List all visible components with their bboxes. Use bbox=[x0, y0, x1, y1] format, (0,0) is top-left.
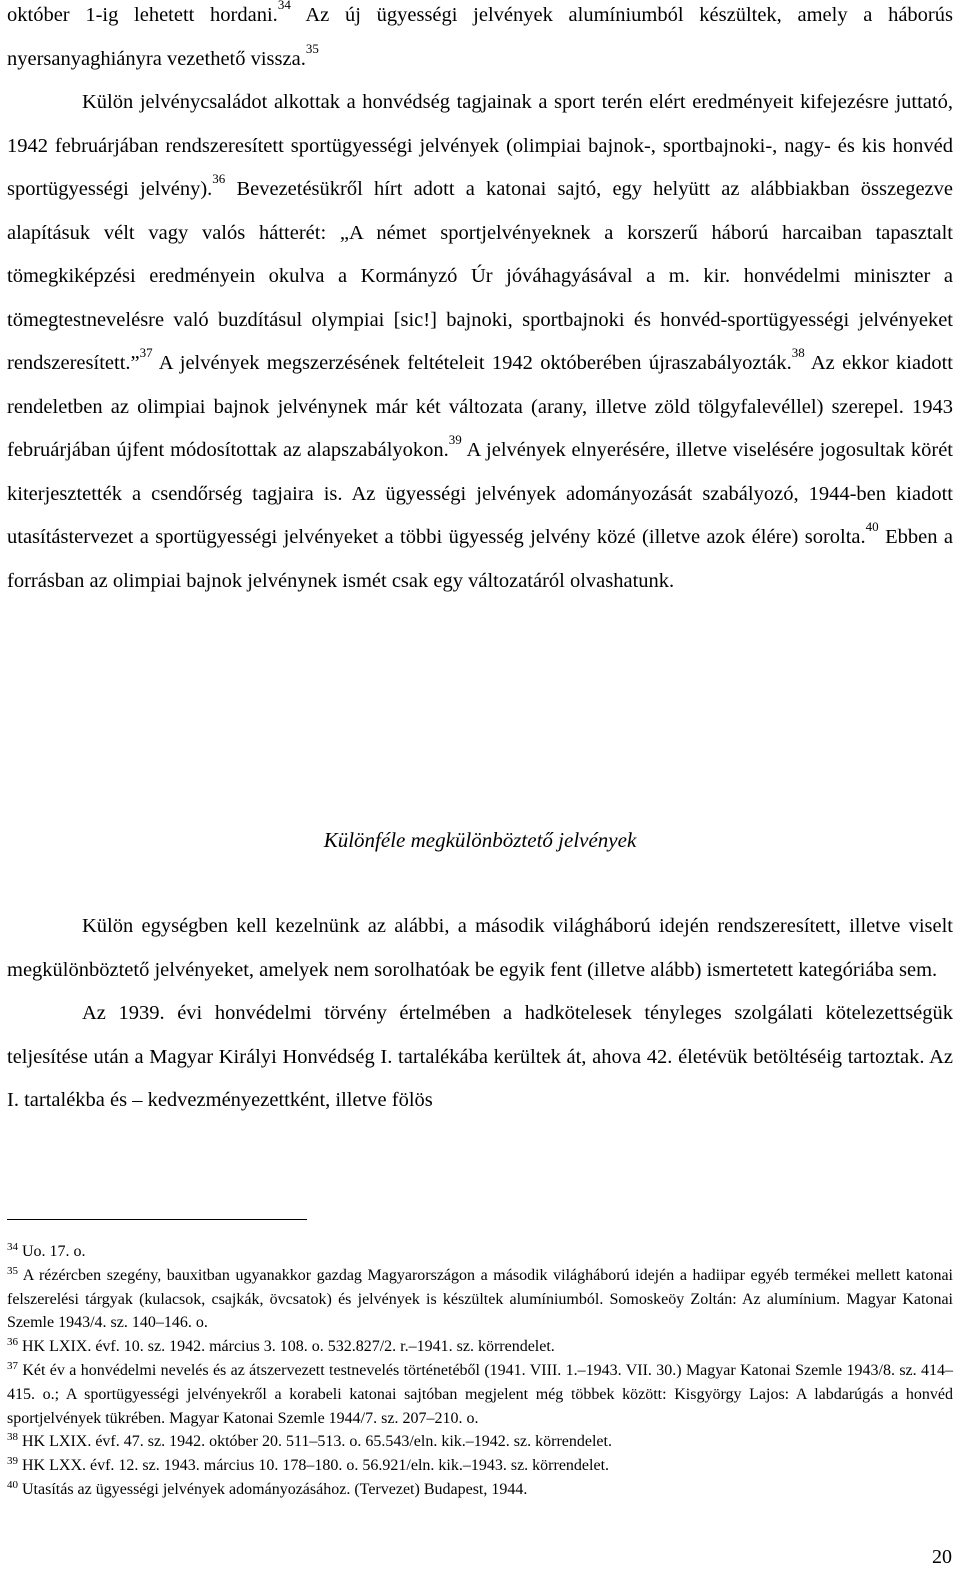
footnote-35 bbox=[7, 1264, 953, 1335]
text-run: Külön jelvénycsaládot alkottak a honvédség tagjainak a sport terén elért eredményeit kifejezésre juttató, 1942 februárjában rendszeresített sportügyességi jelvények (olimpiai bajnok-, sportbajnoki-, nagy- és kis honvéd sportügyességi jelvény). bbox=[7, 91, 953, 200]
text-run: A jelvények elnyerésére, illetve viselésére jogosultak körét kiterjesztették a csendőrség tagjaira is. Az ügyességi jelvények adományozását szabályozó, 1944-ben kiadott utasítástervezet a sportügyességi jelvényeket a többi ügyesség jelvény közé (illetve azok élére) sorolta. bbox=[7, 439, 953, 548]
footnote-text: A rézércben szegény, bauxitban ugyanakkor gazdag Magyarországon a második világháború idején a hadiipar egyéb termékei mellett katonai felszerelési tárgyak (kulacsok, csajkák, övcsatok) és jelvények is készültek alumíniumból. Somoskeöy Zoltán: Az alumínium. Magyar Katonai Szemle 1943/4. sz. 140–146. o. bbox=[7, 1266, 953, 1332]
footnote-number: 40 bbox=[7, 1478, 18, 1491]
footnote-text: Utasítás az ügyességi jelvények adományozásához. (Tervezet) Budapest, 1944. bbox=[18, 1480, 528, 1498]
footnote-37 bbox=[7, 1359, 953, 1430]
footnote-40 bbox=[7, 1478, 953, 1502]
footnote-38 bbox=[7, 1430, 953, 1454]
footnote-ref-38[interactable]: 38 bbox=[791, 345, 805, 360]
paragraph-4: Az 1939. évi honvédelmi törvény értelmében a hadkötelesek tényleges szolgálati kötelezettségük teljesítése után a Magyar Királyi Honvédség I. tartalékába kerültek át, ahova 42. életévük betöltéséig tartoztak. Az I. tartalékba és – kedvezményezettként, illetve fölös bbox=[7, 1002, 953, 1111]
footnote-ref-36[interactable]: 36 bbox=[212, 171, 226, 186]
footnotes bbox=[7, 1240, 953, 1502]
footnote-34 bbox=[7, 1240, 953, 1264]
main-text-continued bbox=[7, 905, 953, 1123]
section-heading: Különféle megkülönböztető jelvények bbox=[323, 828, 637, 852]
text-run: október 1-ig lehetett hordani. bbox=[7, 4, 278, 26]
paragraph-3: Külön egységben kell kezelnünk az alábbi, a második világháború idején rendszeresített, illetve viselt megkülönböztető jelvényeket, amelyek nem sorolhatóak be egyik fent (illetve alább) ismertetett kategóriába sem. bbox=[7, 915, 953, 981]
footnote-number: 34 bbox=[7, 1241, 18, 1253]
footnote-ref-37[interactable]: 37 bbox=[139, 345, 153, 360]
footnote-number: 38 bbox=[7, 1431, 18, 1444]
footnote-ref-39[interactable]: 39 bbox=[448, 432, 462, 447]
main-text bbox=[7, 0, 953, 603]
text-run: A jelvények megszerzésének feltételeit 1942 októberében újraszabályozták. bbox=[152, 352, 792, 374]
footnote-text: HK LXIX. évf. 47. sz. 1942. október 20. 511–513. o. 65.543/eln. kik.–1942. sz. körrendelet. bbox=[18, 1433, 612, 1451]
footnote-number: 35 bbox=[7, 1264, 18, 1277]
text-run: Ebben a forrásban az olimpiai bajnok jelvénynek ismét csak egy változatáról olvashatunk. bbox=[7, 526, 953, 592]
paragraph-1 bbox=[7, 0, 953, 81]
footnote-text: HK LXIX. évf. 10. sz. 1942. március 3. 108. o. 532.827/2. r.–1941. sz. körrendelet. bbox=[18, 1338, 555, 1356]
text-run: Az új ügyességi jelvények alumíniumból készültek, amely a háborús nyersanyaghiányra vezethető vissza. bbox=[7, 4, 953, 70]
footnote-ref-40[interactable]: 40 bbox=[865, 519, 879, 534]
footnote-number: 37 bbox=[7, 1359, 18, 1372]
footnote-36 bbox=[7, 1335, 953, 1359]
footnote-text: HK LXX. évf. 12. sz. 1943. március 10. 178–180. o. 56.921/eln. kik.–1943. sz. körrendelet. bbox=[18, 1457, 610, 1475]
page-number: 20 bbox=[932, 1546, 952, 1568]
text-run: Az ekkor kiadott rendeletben az olimpiai bajnok jelvénynek már két változata (arany, illetve zöld tölgyfalevéllel) szerepel. 1943 februárjában újfent módosítottak az alapszabályokon. bbox=[7, 352, 953, 461]
text-run: Bevezetésükről hírt adott a katonai sajtó, egy helyütt az alábbiakban összegezve alapításuk vélt vagy valós hátterét: „A német sportjelvényeknek a korszerű háború harcaiban tapasztalt tömegkiképzési eredményein okulva a Kormányzó Úr jóváhagyásával a m. kir. honvédelmi miniszter a tömegtestnevelésre való buzdításul olympiai [sic!] bajnoki, sportbajnoki és honvéd-sportügyességi jelvényeket rendszeresített.” bbox=[7, 178, 953, 374]
footnote-divider bbox=[7, 1219, 307, 1220]
footnote-39 bbox=[7, 1454, 953, 1478]
footnote-text: Két év a honvédelmi nevelés és az átszervezett testnevelés történetéből (1941. VIII. 1.–1943. VII. 30.) Magyar Katonai Szemle 1943/8. sz. 414–415. o.; A sportügyességi jelvényekről a korabeli katonai sajtóban megjelent még többek között: Kisgyörgy Lajos: A labdarúgás a honvéd sportjelvények tükrében. Magyar Katonai Szemle 1944/7. sz. 207–210. o. bbox=[7, 1361, 953, 1427]
footnote-text: Uo. 17. o. bbox=[18, 1243, 86, 1260]
footnote-ref-35[interactable]: 35 bbox=[305, 40, 319, 56]
footnote-number: 36 bbox=[7, 1336, 18, 1349]
footnote-ref-34[interactable]: 34 bbox=[277, 0, 291, 12]
paragraph-2 bbox=[7, 81, 953, 603]
footnote-number: 39 bbox=[7, 1455, 18, 1468]
